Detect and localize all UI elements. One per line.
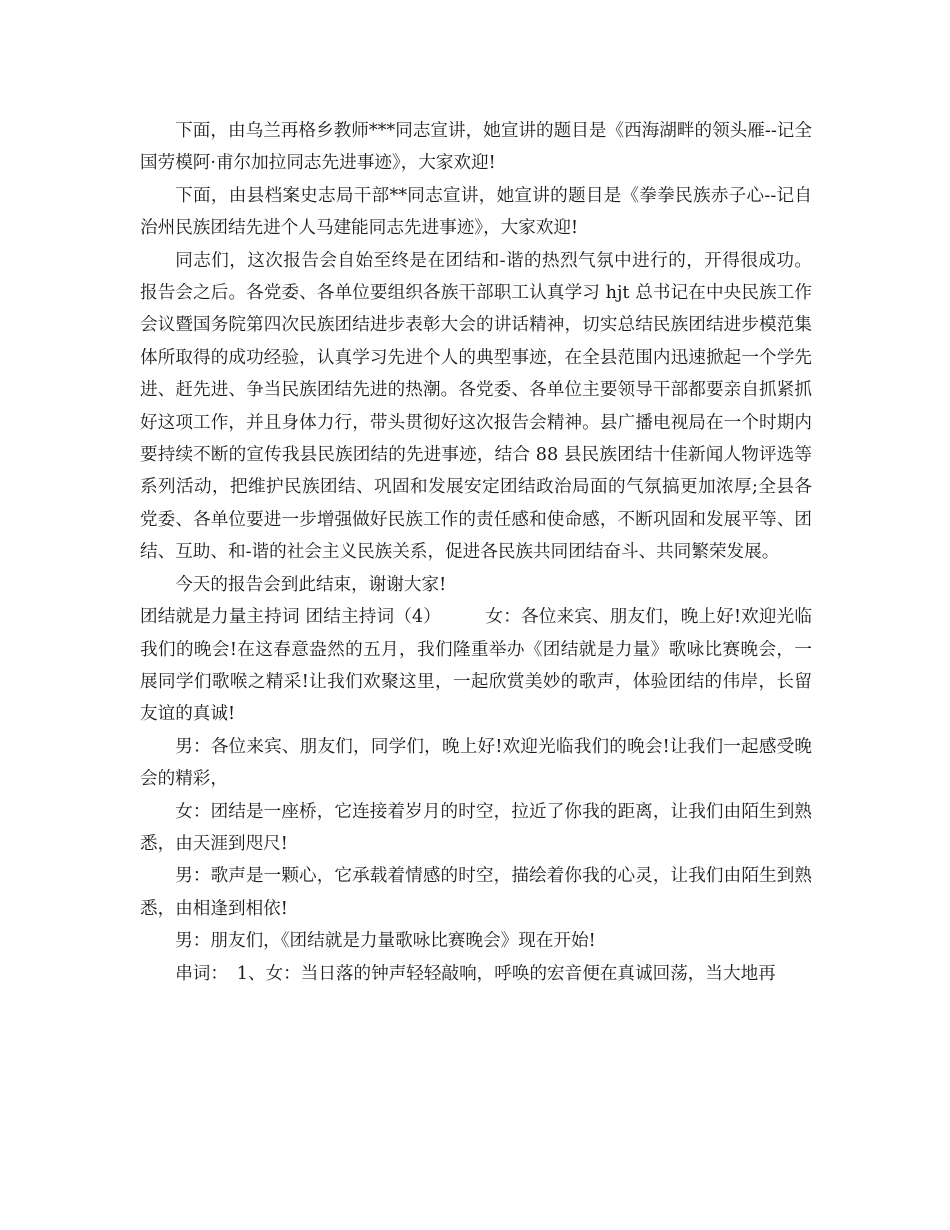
- paragraph-host-script-title: 团结就是力量主持词 团结主持词（4） 女：各位来宾、朋友们，晚上好!欢迎光临我们的晚会!在这春意盎然的五月，我们隆重举办《团结就是力量》歌咏比赛晚会，一展同学们歌喉之精采!让我们欢聚这里，一起欣赏美妙的歌声，体验团结的伟岸，长留友谊的真诚!: [140, 607, 812, 725]
- paragraph-meeting-end: 今天的报告会到此结束，谢谢大家!: [175, 574, 447, 595]
- paragraph-male-host-3: 男：朋友们，《团结就是力量歌咏比赛晚会》现在开始!: [175, 931, 596, 952]
- paragraph-speaker-intro-2: 下面，由县档案史志局干部**同志宣讲，她宣讲的题目是《拳拳民族赤子心--记自治州民族团结先进个人马建能同志先进事迹》，大家欢迎!: [140, 185, 812, 239]
- paragraph-speaker-intro-1: 下面，由乌兰再格乡教师***同志宣讲，她宣讲的题目是《西海湖畔的领头雁--记全国劳模阿·甫尔加拉同志先进事迹》，大家欢迎!: [140, 121, 812, 174]
- paragraph-closing-remarks: 同志们，这次报告会自始至终是在团结和-谐的热烈气氛中进行的，开得很成功。报告会之后。各党委、各单位要组织各族干部职工认真学习 hjt 总书记在中央民族工作会议暨国务院第四次民族团结进步表彰大会的讲话精神，切实总结民族团结进步模范集体所取得的成功经验，认真学习先进个人的典型事迹，在全县范围内迅速掀起一个学先进、赶先进、争当民族团结先进的热潮。各党委、各单位主要领导干部都要亲自抓紧抓好这项工作，并且身体力行，带头贯彻好这次报告会精神。县广播电视局在一个时期内要持续不断的宣传我县民族团结的先进事迹，结合 88 县民族团结十佳新闻人物评选等系列活动，把维护民族团结、巩固和发展安定团结政治局面的气氛搞更加浓厚;全县各党委、各单位要进一步增强做好民族工作的责任感和使命感，不断巩固和发展平等、团结、互助、和-谐的社会主义民族关系，促进各民族共同团结奋斗、共同繁荣发展。: [140, 250, 812, 563]
- paragraph-female-host-1: 女：团结是一座桥，它连接着岁月的时空，拉近了你我的距离，让我们由陌生到熟悉，由天涯到咫尺!: [140, 801, 812, 854]
- paragraph-male-host-1: 男：各位来宾、朋友们，同学们，晚上好!欢迎光临我们的晚会!让我们一起感受晚会的精彩，: [140, 736, 812, 790]
- paragraph-male-host-2: 男：歌声是一颗心，它承载着情感的时空，描绘着你我的心灵，让我们由陌生到熟悉，由相逢到相依!: [140, 866, 812, 919]
- paragraph-interlude-1: 串词： 1、女：当日落的钟声轻轻敲响，呼唤的宏音便在真诚回荡，当大地再: [175, 963, 776, 984]
- document-body: [140, 115, 812, 990]
